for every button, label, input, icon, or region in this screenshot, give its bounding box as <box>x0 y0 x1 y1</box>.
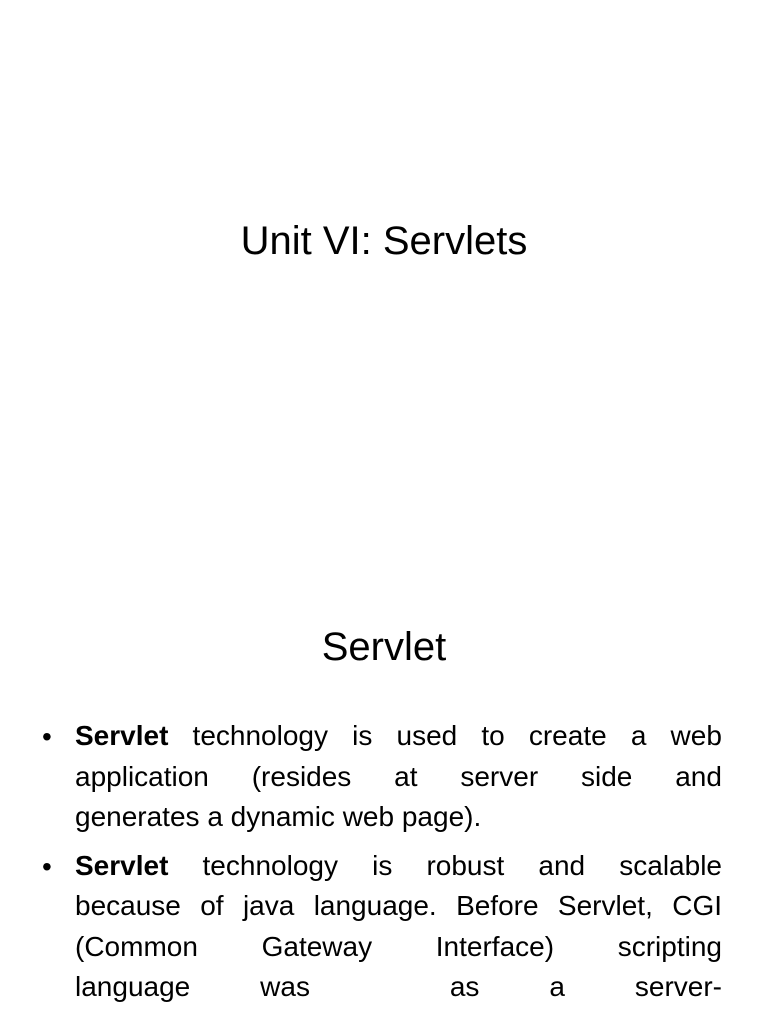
bullet-line <box>75 797 722 838</box>
bullet-item <box>42 846 722 1008</box>
bullet-line <box>75 846 722 887</box>
word: was <box>260 971 310 1002</box>
word: to <box>481 720 505 751</box>
word: language <box>75 971 191 1002</box>
word: because <box>75 890 181 921</box>
word: as <box>449 971 480 1002</box>
word: technology <box>192 720 328 751</box>
bullet-line <box>75 716 722 757</box>
word: used <box>396 720 458 751</box>
line-text: generates a dynamic web page). <box>75 801 482 832</box>
slide-servlet <box>0 576 768 1024</box>
bold-term: Servlet <box>75 849 169 881</box>
bold-term: Servlet <box>75 720 169 751</box>
word: server- <box>634 971 722 1002</box>
word: is <box>372 849 393 881</box>
bullet-line <box>75 886 722 927</box>
word: CGI <box>672 890 722 921</box>
bullet-dot-icon: • <box>42 721 52 752</box>
word: (Common <box>75 930 198 962</box>
word: a <box>630 720 647 751</box>
word: Gateway <box>261 930 373 962</box>
word: scalable <box>619 849 722 881</box>
word: at <box>394 760 418 792</box>
word: Interface) <box>435 930 555 962</box>
word: server <box>460 760 539 792</box>
word: and <box>675 760 722 792</box>
bullet-item <box>42 716 722 838</box>
word: a <box>549 971 565 1002</box>
word: Before <box>456 890 539 921</box>
word: create <box>528 720 607 751</box>
word: technology <box>202 849 338 881</box>
slide-title-heading: Unit VI: Servlets <box>240 219 528 263</box>
word: robust <box>426 849 505 881</box>
word: (resides <box>251 760 352 792</box>
bullet-line <box>75 757 722 798</box>
word: is <box>352 720 373 751</box>
word: and <box>538 849 586 881</box>
word: application <box>75 760 209 792</box>
word: java <box>242 890 295 921</box>
bullet-line <box>75 927 722 968</box>
word: side <box>581 760 633 792</box>
bullet-line <box>75 967 722 1008</box>
word: Servlet, <box>557 890 653 921</box>
word: language. <box>313 890 437 921</box>
word: scripting <box>617 930 722 962</box>
bullet-list <box>42 716 722 1016</box>
word: of <box>200 890 224 921</box>
slide-heading: Servlet <box>321 625 447 669</box>
word: web <box>670 720 722 751</box>
bullet-dot-icon: • <box>42 850 52 882</box>
